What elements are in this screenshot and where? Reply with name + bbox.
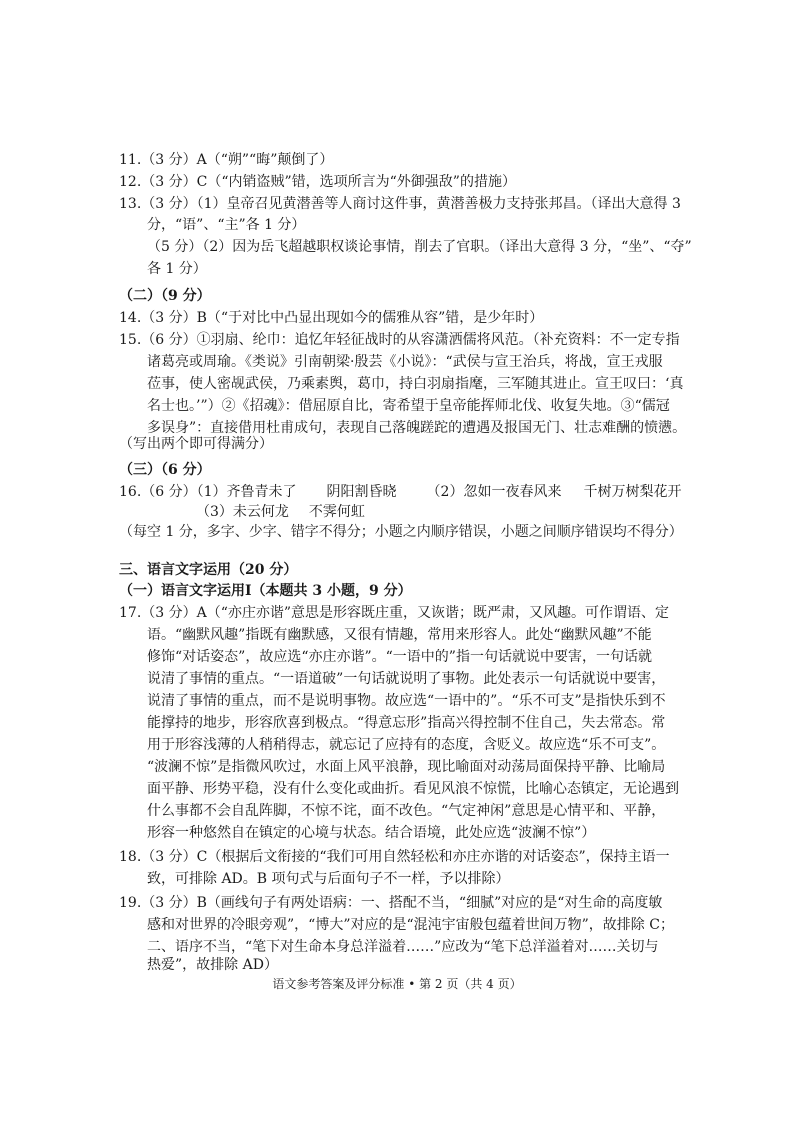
subsection-1-title: （一）语言文字运用Ⅰ（本题共 3 小题，9 分） (119, 583, 412, 599)
answer-17-line: 说清了事情的重点。“一语道破”一句话就说明了事物。此处表示一句话就说中要害， (147, 671, 666, 687)
answer-13-line: 分，“语”、“主”各 1 分） (147, 217, 306, 233)
answer-17-line: 面平静、形势平稳，没有什么变化或曲折。看见风浪不惊慌，比喻心态镇定，无论遇到 (147, 781, 679, 797)
answer-13-line: （5 分）（2）因为岳飞超越职权谈论事情，削去了官职。（译出大意得 3 分，“坐”、“夺” (147, 239, 692, 255)
answer-18-line: 致，可排除 AD。B 项句式与后面句子不一样，予以排除） (147, 871, 510, 887)
answer-19-line: 热爱”，故排除 AD） (147, 957, 278, 973)
answer-12: 12.（3 分）C（“内销盗贼”错，选项所言为“外御强敌”的措施） (119, 174, 516, 190)
answer-19-line: 19.（3 分）B（画线句子有两处语病：一、搭配不当，“细腻”对应的是“对生命的高度敏 (119, 895, 663, 911)
answer-17-line: 能撑持的地步，形容欣喜到极点。“得意忘形”指高兴得控制不住自己，失去常态。常 (147, 715, 666, 731)
answer-15-line: 多误身”：直接借用杜甫成句，表现自己落魄蹉跎的遭遇及报国无门、壮志难酬的愤懑。 (147, 420, 687, 436)
answer-17-line: 什么事都不会自乱阵脚，不惊不诧，面不改色。“气定神闲”意思是心情平和、平静， (147, 803, 666, 819)
answer-17-line: 用于形容浅薄的人稍稍得志，就忘记了应持有的态度，含贬义。故应选“乐不可支”。 (147, 737, 666, 753)
answer-16-blank: （3）未云何龙 (196, 504, 289, 520)
page-footer: 语文参考答案及评分标准 • 第 2 页（共 4 页） (272, 977, 522, 991)
answer-17-line: “波澜不惊”是指微风吹过，水面上风平浪静，现比喻面对动荡局面保持平静、比喻局 (147, 759, 666, 775)
answer-19-line: 感和对世界的冷眼旁观”，“博大”对应的是“混沌宇宙般包蕴着世间万物”，故排除 C； (147, 917, 674, 933)
answer-16-blank: 不霁何虹 (308, 504, 365, 520)
answer-16-blank: 阴阳割昏晓 (326, 484, 397, 500)
answer-19-line: 二、语序不当，“笔下对生命本身总洋溢着……”应改为“笔下总洋溢着对……关切与 (147, 939, 659, 955)
answer-13-line: 13.（3 分）（1）皇帝召见黄潜善等人商讨这件事，黄潜善极力支持张邦昌。（译出大意得 3 (119, 196, 681, 212)
answer-15-line: 莅事，使人密觇武侯，乃乘素舆，葛巾，持白羽扇指麾，三军随其进止。宣王叹曰：‘真 (147, 376, 684, 392)
answer-15-line: 名士也。’”）②《招魂》：借屈原自比，寄希望于皇帝能挥师北伐、收复失地。③“儒冠 (147, 398, 670, 414)
section-heading-2: （二）（9 分） (119, 288, 211, 304)
answer-16-line (119, 482, 681, 502)
answer-17-line: 形容一种悠然自在镇定的心境与状态。结合语境，此处应选“波澜不惊”） (147, 825, 596, 841)
answer-16-blank: （2）忽如一夜春风来 (426, 484, 562, 500)
answer-16-line (196, 502, 365, 522)
answer-17-line: 修饰“对话姿态”，故应选“亦庄亦谐”。“一语中的”指一句话就说中要害，一句话就 (147, 649, 652, 665)
answer-13-line: 各 1 分） (147, 261, 207, 277)
answer-16-scoring-note: （每空 1 分，多字、少字、错字不得分；小题之内顺序错误，小题之间顺序错误均不得分） (119, 524, 683, 540)
answer-16-blank: 千树万树梨花开 (583, 484, 682, 500)
answer-17-line: 说清了事情的重点，而不是说明事物。故应选“一语中的”。“乐不可支”是指快乐到不 (147, 693, 666, 709)
answer-15-line: 诸葛亮或周瑜。《类说》引南朝梁·殷芸《小说》：“武侯与宣王治兵，将战，宣王戎服 (147, 354, 663, 370)
answer-11: 11.（3 分）A（“朔”“晦”颠倒了） (119, 152, 334, 168)
answer-16-blank: 16.（6 分）（1）齐鲁青未了 (119, 484, 297, 500)
answer-15-line: 15.（6 分）①羽扇、纶巾：追忆年轻征战时的从容潇洒儒将风范。（补充资料：不一定专指 (119, 332, 680, 348)
answer-17-line: 语。“幽默风趣”指既有幽默感，又很有情趣，常用来形容人。此处“幽默风趣”不能 (147, 627, 652, 643)
answer-14: 14.（3 分）B（“于对比中凸显出现如今的儒雅从容”错，是少年时） (119, 310, 544, 326)
answer-17-line: 17.（3 分）A（“亦庄亦谐”意思是形容既庄重，又诙谐；既严肃，又风趣。可作谓语、定 (119, 605, 670, 621)
part-3-title: 三、语言文字运用（20 分） (119, 562, 298, 578)
answer-15-line: （写出两个即可得满分） (119, 436, 273, 452)
section-heading-3: （三）（6 分） (119, 462, 211, 478)
answer-18-line: 18.（3 分）C（根据后文衔接的“我们可用自然轻松和亦庄亦谐的对话姿态”，保持主语一 (119, 849, 670, 865)
